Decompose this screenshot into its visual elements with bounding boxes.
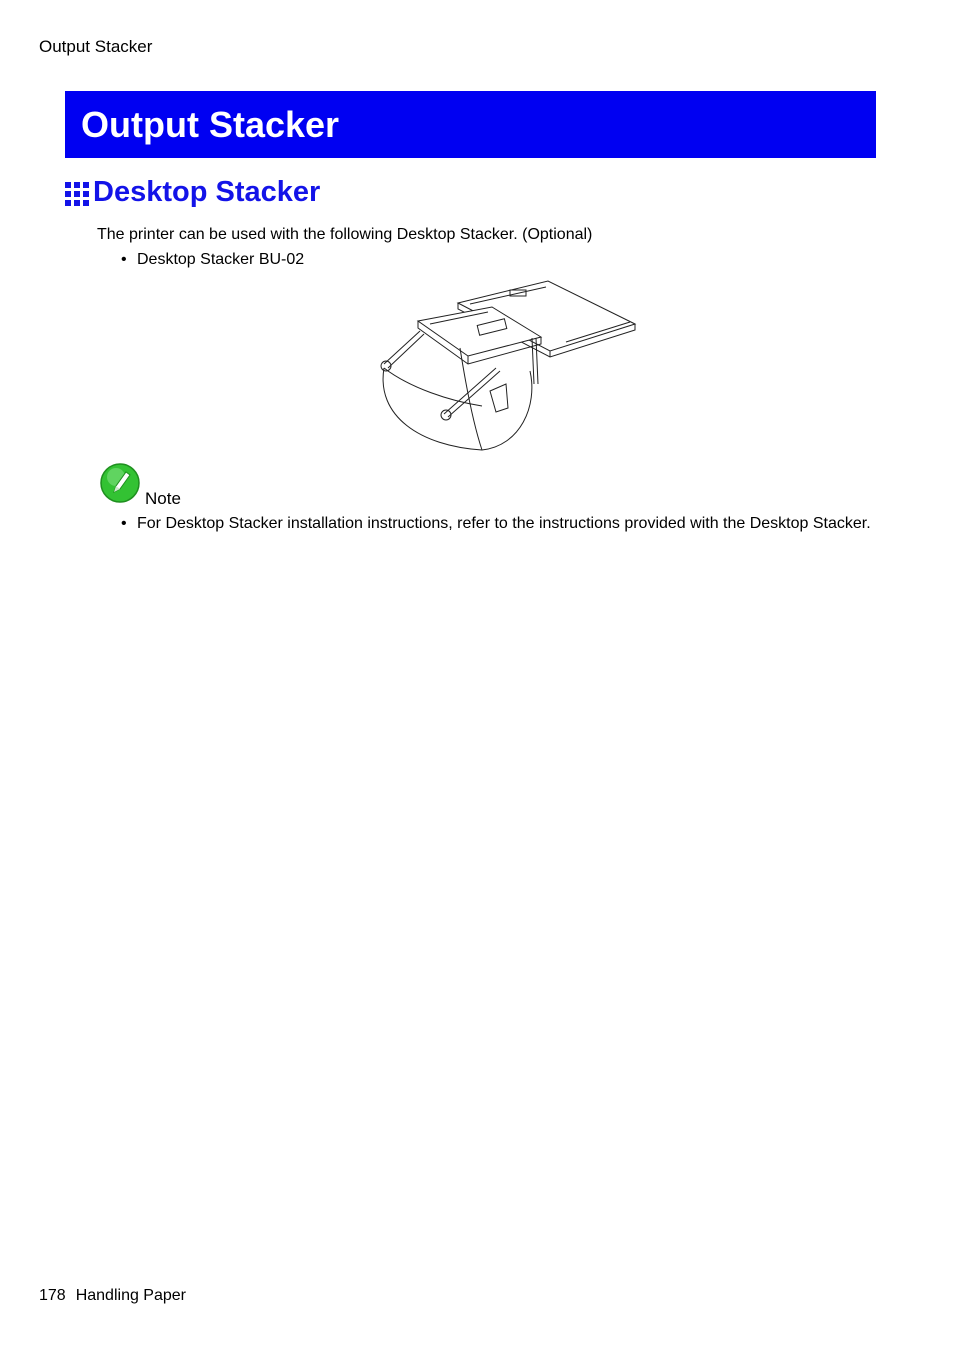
section-heading — [65, 176, 320, 209]
note-label: Note — [145, 489, 181, 508]
note-pencil-icon — [99, 462, 141, 504]
intro-text: The printer can be used with the following Desktop Stacker. (Optional) — [97, 226, 593, 243]
bullet-icon: • — [121, 251, 127, 268]
section-title: Desktop Stacker — [93, 176, 321, 208]
page-footer — [39, 1287, 186, 1305]
bullet-icon: • — [121, 515, 127, 532]
page-title-bar — [65, 91, 876, 158]
page-title: Output Stacker — [81, 103, 340, 145]
page-number: 178 — [39, 1287, 66, 1304]
chapter-name: Handling Paper — [75, 1287, 186, 1304]
running-header: Output Stacker — [39, 37, 153, 56]
grid-icon — [65, 182, 89, 206]
list-item — [121, 251, 304, 269]
note-item — [121, 515, 871, 533]
list-item-text: Desktop Stacker BU-02 — [137, 251, 305, 268]
desktop-stacker-illustration — [370, 276, 640, 456]
note-item-text: For Desktop Stacker installation instructions, refer to the instructions provided with the Desktop Stacker. — [137, 515, 871, 532]
